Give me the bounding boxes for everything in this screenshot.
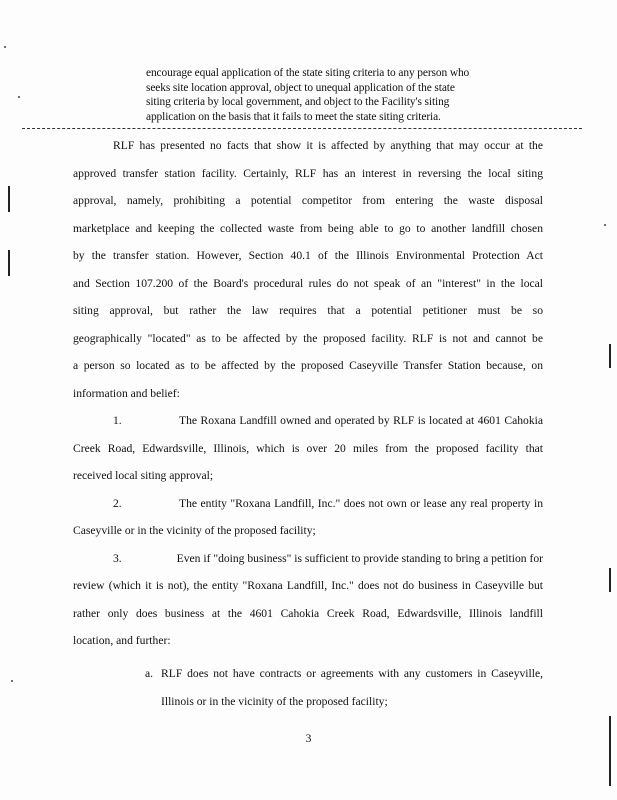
list-item-line: review (which it is not), the entity "Roxana Landfill, Inc." does not do business in Caseyville but (73, 579, 543, 592)
paragraph-line: approved transfer station facility. Certainly, RLF has an interest in reversing the local siting (73, 166, 543, 180)
margin-mark (8, 186, 10, 212)
scan-speck (11, 680, 13, 682)
block-quote (146, 66, 506, 124)
margin-mark (8, 250, 10, 276)
quote-line: encourage equal application of the state siting criteria to any person who (146, 67, 470, 79)
list-item-1-first-line (73, 407, 543, 435)
paragraph-line: a person so located as to be affected by the proposed Caseyville Transfer Station because, on (73, 359, 543, 372)
list-number: 1. (113, 414, 122, 427)
scan-speck (604, 224, 606, 226)
paragraph-line: RLF has presented no facts that show it is affected by anything that may occur at the (113, 139, 543, 152)
margin-mark (609, 344, 611, 368)
list-item-2-first-line (73, 490, 543, 518)
list-number: 3. (113, 551, 122, 565)
list-number: 2. (113, 496, 122, 510)
sub-item-a (145, 660, 543, 715)
paragraph-line: by the transfer station. However, Section 40.1 of the Illinois Environmental Protection Act (73, 249, 543, 262)
paragraph-line: and Section 107.200 of the Board's procedural rules do not speak of an "interest" in the local (73, 276, 543, 290)
scan-speck (4, 46, 6, 48)
paragraph-line: siting approval, but rather the law requires that a potential petitioner must be so (73, 304, 543, 317)
paragraph-line: marketplace and keeping the collected waste from being able to go to another landfill chosen (73, 221, 543, 235)
list-item-line: rather only does business at the 4601 Cahokia Creek Road, Edwardsville, Illinois landfill (73, 606, 543, 620)
quote-line: seeks site location approval, object to unequal application of the state (146, 81, 455, 94)
scan-divider-line (22, 128, 582, 129)
paragraph-line: information and belief: (73, 386, 180, 400)
sub-item-line: Illinois or in the vicinity of the proposed facility; (161, 694, 388, 708)
paragraph-line: geographically "located" as to be affected by the proposed facility. RLF is not and cannot be (73, 331, 543, 345)
sub-item-first-line (145, 660, 543, 688)
page-number: 3 (305, 732, 312, 745)
quote-line: application on the basis that it fails to meet the state siting criteria. (146, 110, 441, 123)
list-item-line: location, and further: (73, 634, 171, 647)
margin-mark (609, 716, 611, 786)
list-item-3-first-line (73, 545, 543, 573)
list-item-line: received local siting approval; (73, 469, 214, 482)
list-item-line: Creek Road, Edwardsville, Illinois, which is over 20 miles from the proposed facility that (73, 441, 543, 455)
margin-mark (609, 568, 611, 592)
sub-item-text: RLF does not have contracts or agreements with any customers in Caseyville, (161, 667, 543, 680)
list-item-text: The entity "Roxana Landfill, Inc." does not own or lease any real property in (179, 496, 543, 510)
list-item-line: Caseyville or in the vicinity of the proposed facility; (73, 524, 316, 537)
list-item-text: The Roxana Landfill owned and operated by RLF is located at 4601 Cahokia (179, 414, 543, 427)
main-text (73, 132, 543, 655)
sub-item-letter: a. (145, 667, 154, 680)
paragraph-line: approval, namely, prohibiting a potential competitor from entering the waste disposal (73, 194, 543, 207)
quote-line: siting criteria by local government, and object to the Facility's siting (146, 96, 450, 108)
scan-speck (18, 96, 20, 98)
list-item-text: Even if "doing business" is sufficient to provide standing to bring a petition for (176, 551, 543, 565)
